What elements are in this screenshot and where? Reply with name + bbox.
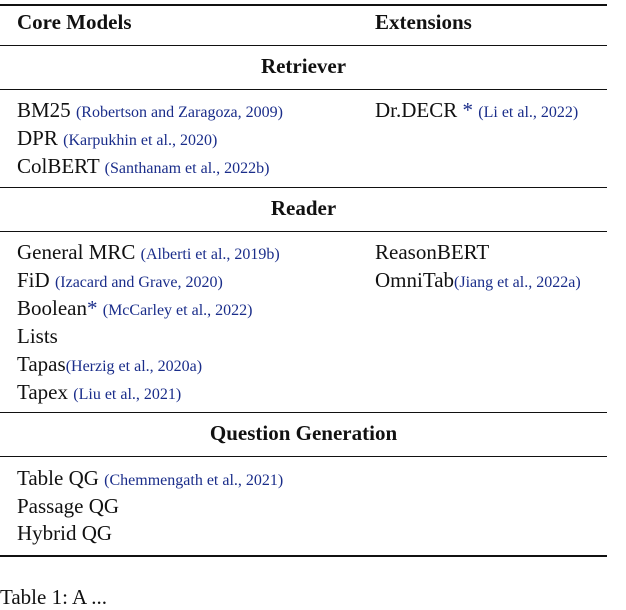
citation-link[interactable]: (Santhanam et al., 2022b)	[104, 160, 270, 177]
model-name: Hybrid QG	[17, 521, 113, 545]
list-item	[17, 126, 217, 151]
citation-link[interactable]: (Herzig et al., 2020a)	[65, 358, 203, 375]
citation-link[interactable]: (Chemmengath et al., 2021)	[104, 472, 284, 489]
model-name: ColBERT	[17, 154, 100, 178]
list-item	[17, 521, 112, 546]
list-item	[375, 98, 578, 123]
list-item	[17, 240, 280, 265]
section-title-reader: Reader	[270, 196, 337, 220]
model-name: DPR	[17, 126, 58, 150]
model-name: Boolean	[17, 296, 87, 320]
list-item	[17, 466, 283, 491]
section-rule-retriever	[0, 89, 607, 90]
list-item	[375, 240, 489, 265]
citation-link[interactable]: (Jiang et al., 2022a)	[454, 274, 581, 291]
model-name: BM25	[17, 98, 71, 122]
list-item	[17, 352, 202, 377]
citation-link[interactable]: (Robertson and Zaragoza, 2009)	[75, 104, 283, 121]
citation-link[interactable]: (Li et al., 2022)	[478, 104, 579, 121]
star-marker: *	[462, 98, 474, 122]
model-name: Passage QG	[17, 494, 120, 518]
section-title-retriever: Retriever	[260, 54, 347, 78]
model-name: Tapex	[17, 380, 69, 404]
citation-link[interactable]: (Karpukhin et al., 2020)	[63, 132, 218, 149]
citation-link[interactable]: (Izacard and Grave, 2020)	[54, 274, 223, 291]
section-rule-top-qg	[0, 412, 607, 413]
model-name: OmniTab	[375, 268, 455, 292]
model-name: Table QG	[17, 466, 99, 490]
model-name: ReasonBERT	[375, 240, 490, 264]
model-name: General MRC	[17, 240, 136, 264]
model-name: Dr.DECR	[375, 98, 458, 122]
table-caption: Table 1: A ...	[0, 585, 108, 609]
header-extensions: Extensions	[375, 10, 472, 34]
model-name: FiD	[17, 268, 50, 292]
citation-link[interactable]: (Liu et al., 2021)	[73, 386, 182, 403]
star-marker: *	[86, 296, 98, 320]
section-rule-reader	[0, 231, 607, 232]
list-item	[17, 494, 119, 519]
list-item	[17, 324, 58, 349]
section-rule-qg	[0, 456, 607, 457]
list-item	[375, 268, 581, 293]
section-title-question-generation: Question Generation	[209, 421, 398, 445]
citation-link[interactable]: (Alberti et al., 2019b)	[140, 246, 280, 263]
header-rule	[0, 45, 607, 46]
citation-link[interactable]: (McCarley et al., 2022)	[102, 302, 253, 319]
bottom-rule	[0, 555, 607, 557]
list-item	[17, 296, 252, 321]
list-item	[17, 98, 283, 123]
model-name: Lists	[17, 324, 58, 348]
list-item	[17, 380, 181, 405]
header-core-models: Core Models	[17, 10, 132, 34]
model-name: Tapas	[17, 352, 66, 376]
list-item	[17, 268, 223, 293]
section-rule-top-reader	[0, 187, 607, 188]
list-item	[17, 154, 269, 179]
top-rule	[0, 4, 607, 6]
